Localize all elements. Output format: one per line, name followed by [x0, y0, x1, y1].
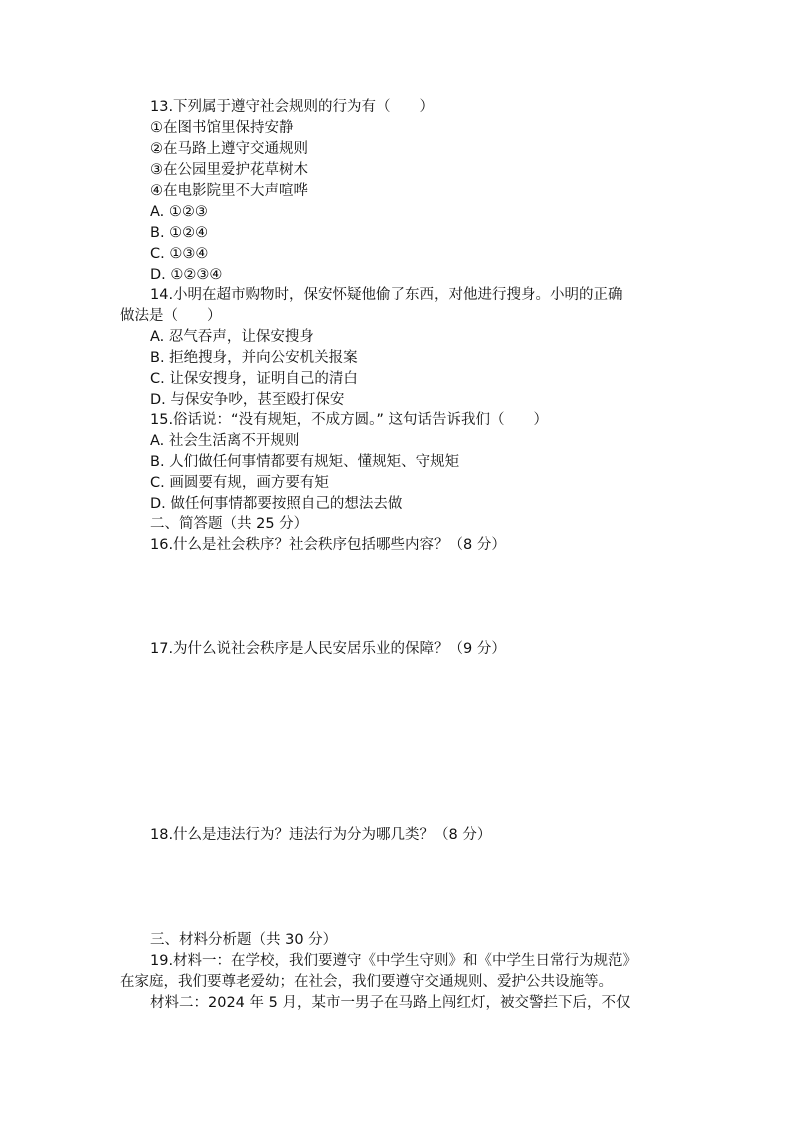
question-13-item-3: ③在公园里爱护花草树木	[150, 162, 308, 178]
question-15-option-a: A. 社会生活离不开规则	[150, 433, 300, 449]
question-19-material-2: 材料二：2024 年 5 月，某市一男子在马路上闯红灯，被交警拦下后，不仅	[150, 995, 631, 1011]
question-15-option-c: C. 画圆要有规，画方要有矩	[150, 475, 329, 491]
question-16-stem: 16.什么是社会秩序？社会秩序包括哪些内容？（8 分）	[150, 537, 506, 553]
question-17-stem: 17.为什么说社会秩序是人民安居乐业的保障？（9 分）	[150, 641, 506, 657]
question-13-item-4: ④在电影院里不大声喧哗	[150, 183, 308, 199]
question-13-stem: 13.下列属于遵守社会规则的行为有（ ）	[150, 99, 435, 115]
question-19-material-1: 19.材料一：在学校，我们要遵守《中学生守则》和《中学生日常行为规范》	[150, 953, 638, 969]
question-19-material-1-continued: 在家庭，我们要尊老爱幼；在社会，我们要遵守交通规则、爱护公共设施等。	[120, 974, 613, 990]
question-13-item-2: ②在马路上遵守交通规则	[150, 141, 308, 157]
question-13-option-b: B. ①②④	[150, 225, 209, 241]
question-15-option-b: B. 人们做任何事情都要有规矩、懂规矩、守规矩	[150, 454, 460, 470]
question-13-option-a: A. ①②③	[150, 204, 208, 220]
question-18-stem: 18.什么是违法行为？违法行为分为哪几类？（8 分）	[150, 827, 492, 843]
question-14-option-a: A. 忍气吞声，让保安搜身	[150, 329, 314, 345]
question-14-stem-continued: 做法是（ ）	[120, 308, 222, 324]
question-13-option-d: D. ①②③④	[150, 267, 223, 283]
question-15-option-d: D. 做任何事情都要按照自己的想法去做	[150, 496, 403, 512]
question-13-option-c: C. ①③④	[150, 246, 209, 262]
question-13-item-1: ①在图书馆里保持安静	[150, 120, 294, 136]
question-15-stem: 15.俗话说：“没有规矩，不成方圆。” 这句话告诉我们（ ）	[150, 412, 548, 428]
question-14-stem: 14.小明在超市购物时，保安怀疑他偷了东西，对他进行搜身。小明的正确	[150, 287, 623, 303]
section-2-heading: 二、简答题（共 25 分）	[150, 516, 309, 532]
question-14-option-d: D. 与保安争吵，甚至殴打保安	[150, 392, 345, 408]
question-14-option-c: C. 让保安搜身，证明自己的清白	[150, 371, 358, 387]
question-14-option-b: B. 拒绝搜身，并向公安机关报案	[150, 350, 358, 366]
section-3-heading: 三、材料分析题（共 30 分）	[150, 932, 338, 948]
